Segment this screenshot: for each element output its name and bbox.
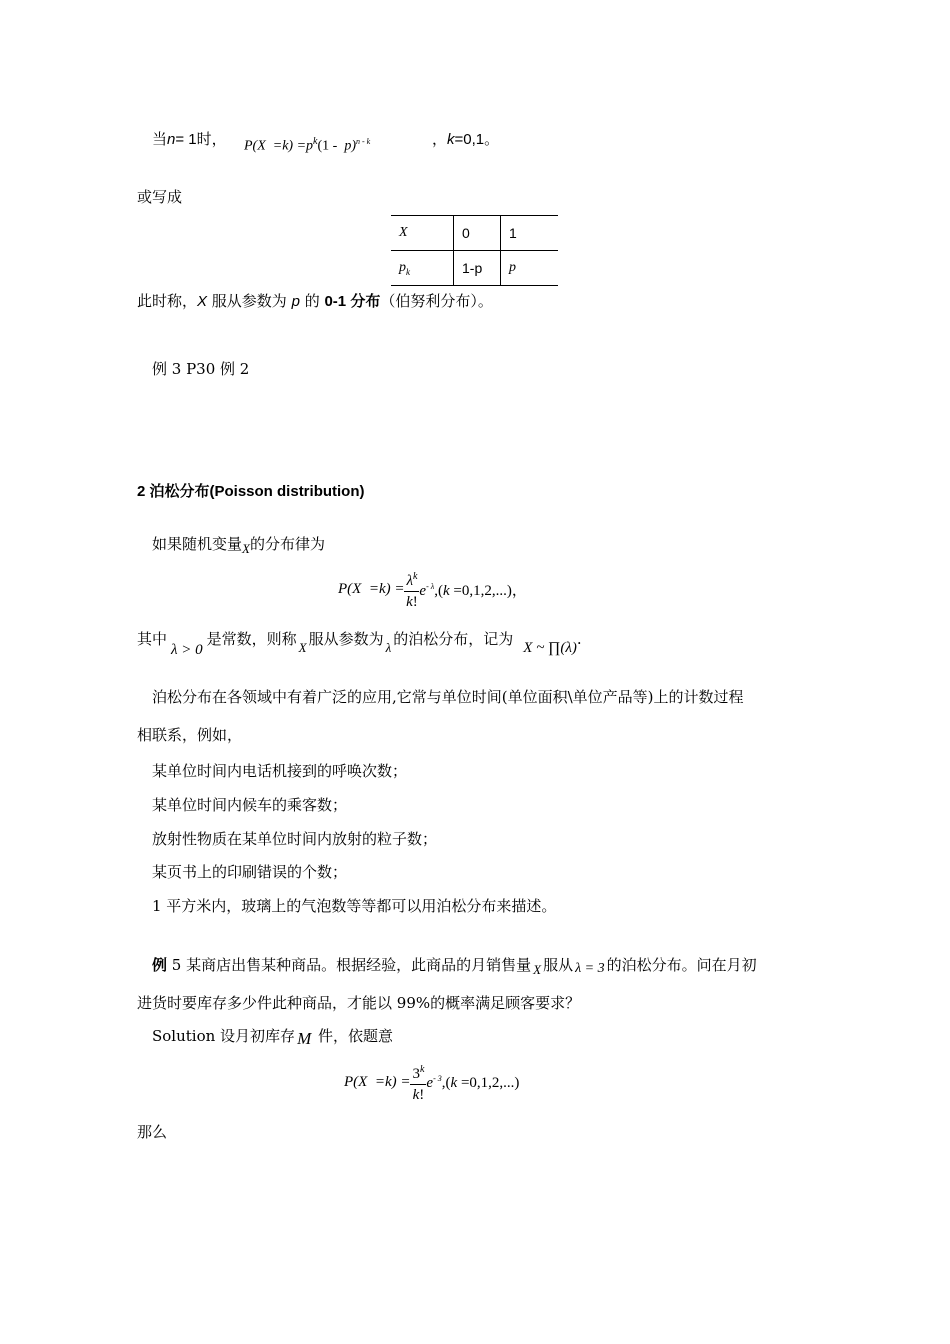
table-cell: 1-p (454, 251, 501, 286)
example-3: 例 3 P30 例 2 (152, 360, 250, 378)
example-5-line1: 例 5 某商店出售某种商品。根据经验，此商品的月销售量 X 服从 λ = 3 的泊松分布。问在月初 (152, 956, 757, 977)
poisson-definition: 如果随机变量X的分布律为 (152, 535, 325, 556)
list-item: 某单位时间内电话机接到的呼唤次数； (152, 762, 408, 780)
bernoulli-conclusion: 此时称，X 服从参数为 p 的 0-1 分布（伯努利分布）。 (137, 292, 493, 310)
example-5-formula: P(X =k) = $\frac{3^k}{k!}$ $e^{- 3},(k =0,1,2,...)$ (344, 1060, 519, 1105)
bernoulli-k-range: ，k=0,1。 (432, 130, 500, 148)
distribution-table (391, 215, 558, 286)
list-item: 某单位时间内候车的乘客数； (152, 796, 348, 814)
table-row (391, 251, 558, 286)
bernoulli-formula: $P(X =k) =p^k(1 - p)^{n - k}$ (244, 136, 371, 154)
or-write-label: 或写成 (137, 188, 183, 206)
table-cell: 0 (454, 216, 501, 251)
then-label: 那么 (137, 1123, 168, 1141)
poisson-where: 其中λ > 0是常数，则称 X 服从参数为 λ 的泊松分布，记为 X ~ ∏(λ). (137, 630, 582, 658)
table-cell: $p_k$ (391, 251, 454, 286)
solution-line: Solution 设月初库存 M 件，依题意 (152, 1027, 394, 1048)
poisson-formula: P(X =k) = $\frac{\lambda^k}{k!}$ $e^{- \lambda},(k =0,1,2,...)$， (338, 567, 527, 612)
poisson-paragraph-line1: 泊松分布在各领域中有着广泛的应用,它常与单位时间(单位面积\单位产品等)上的计数过程 (152, 688, 744, 706)
example-5-line2: 进货时要库存多少件此种商品，才能以 99%的概率满足顾客要求？ (137, 994, 581, 1012)
list-item: 1 平方米内，玻璃上的气泡数等等都可以用泊松分布来描述。 (152, 897, 557, 915)
list-item: 某页书上的印刷错误的个数； (152, 863, 348, 881)
bernoulli-intro: 当n= 1时， (152, 130, 227, 148)
table-cell: X (391, 216, 454, 251)
table-row (391, 216, 558, 251)
table-cell: p (501, 251, 559, 286)
list-item: 放射性物质在某单位时间内放射的粒子数； (152, 830, 438, 848)
table-cell: 1 (501, 216, 559, 251)
poisson-paragraph-line2: 相联系，例如， (137, 726, 243, 744)
section-heading: 2 泊松分布(Poisson distribution) (137, 483, 365, 500)
